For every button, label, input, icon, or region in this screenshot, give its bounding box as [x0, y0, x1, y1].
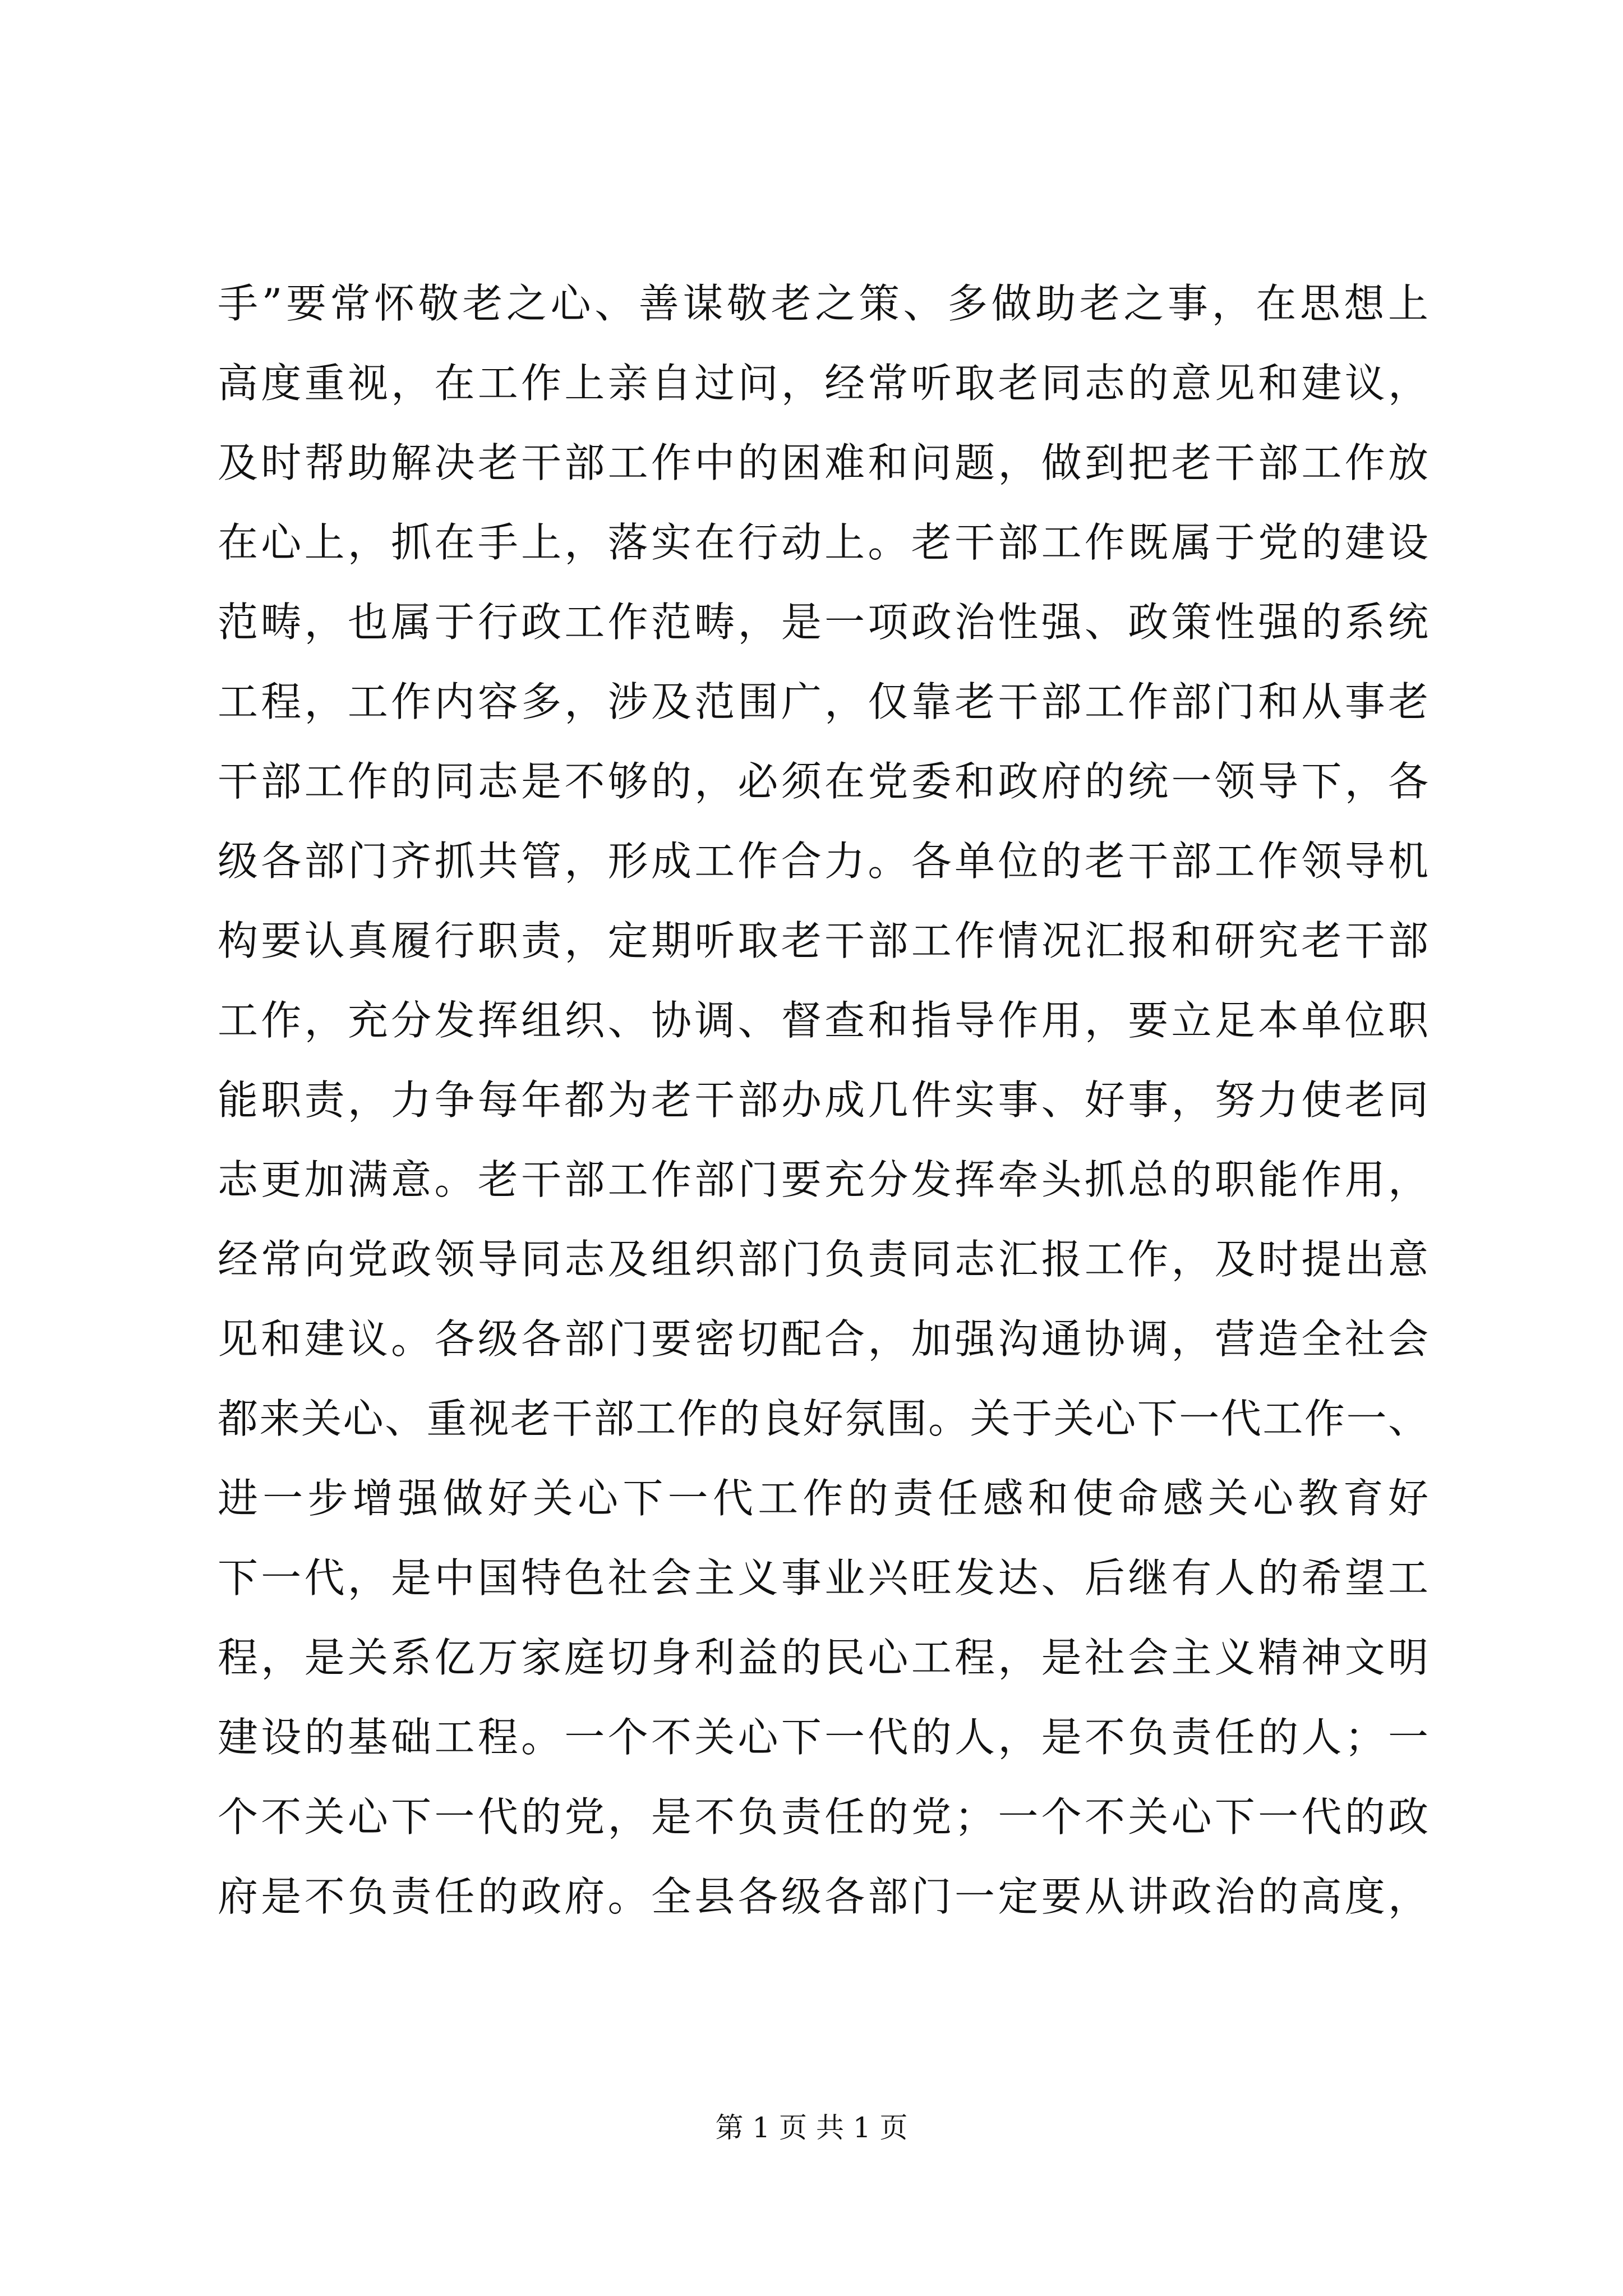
text-line: 程，是关系亿万家庭切身利益的民心工程，是社会主义精神文明: [218, 1634, 1429, 1681]
text-line: 工作，充分发挥组织、协调、督查和指导作用，要立足本单位职: [218, 997, 1429, 1044]
text-line: 见和建议。各级各部门要密切配合，加强沟通协调，营造全社会: [218, 1315, 1429, 1363]
text-line: 个不关心下一代的党，是不负责任的党；一个不关心下一代的政: [218, 1793, 1429, 1841]
text-line: 工程，工作内容多，涉及范围广，仅靠老干部工作部门和从事老: [218, 678, 1429, 725]
text-line: 构要认真履行职责，定期听取老干部工作情况汇报和研究老干部: [218, 917, 1429, 964]
text-line: 范畴，也属于行政工作范畴，是一项政治性强、政策性强的系统: [218, 599, 1429, 646]
text-line: 建设的基础工程。一个不关心下一代的人，是不负责任的人；一: [218, 1714, 1429, 1761]
text-line: 都来关心、重视老干部工作的良好氛围。关于关心下一代工作一、: [218, 1395, 1429, 1442]
text-line: 能职责，力争每年都为老干部办成几件实事、好事，努力使老同: [218, 1076, 1429, 1124]
body-text: [218, 264, 1429, 1936]
text-line: 进一步增强做好关心下一代工作的责任感和使命感关心教育好: [218, 1475, 1429, 1522]
text-line: 经常向党政领导同志及组织部门负责同志汇报工作，及时提出意: [218, 1236, 1429, 1283]
text-line: 在心上，抓在手上，落实在行动上。老干部工作既属于党的建设: [218, 519, 1429, 566]
text-line: 干部工作的同志是不够的，必须在党委和政府的统一领导下，各: [218, 758, 1429, 805]
text-line: 级各部门齐抓共管，形成工作合力。各单位的老干部工作领导机: [218, 838, 1429, 885]
text-line: 手”要常怀敬老之心、善谋敬老之策、多做助老之事，在思想上: [218, 280, 1429, 327]
text-line: 志更加满意。老干部工作部门要充分发挥牵头抓总的职能作用，: [218, 1156, 1429, 1203]
text-line: 高度重视，在工作上亲自过问，经常听取老同志的意见和建议，: [218, 360, 1429, 407]
text-line: 及时帮助解决老干部工作中的困难和问题，做到把老干部工作放: [218, 439, 1429, 486]
text-line: 府是不负责任的政府。全县各级各部门一定要从讲政治的高度，: [218, 1873, 1429, 1920]
text-line: 下一代，是中国特色社会主义事业兴旺发达、后继有人的希望工: [218, 1554, 1429, 1602]
page-footer: 第 1 页 共 1 页: [715, 2111, 908, 2144]
